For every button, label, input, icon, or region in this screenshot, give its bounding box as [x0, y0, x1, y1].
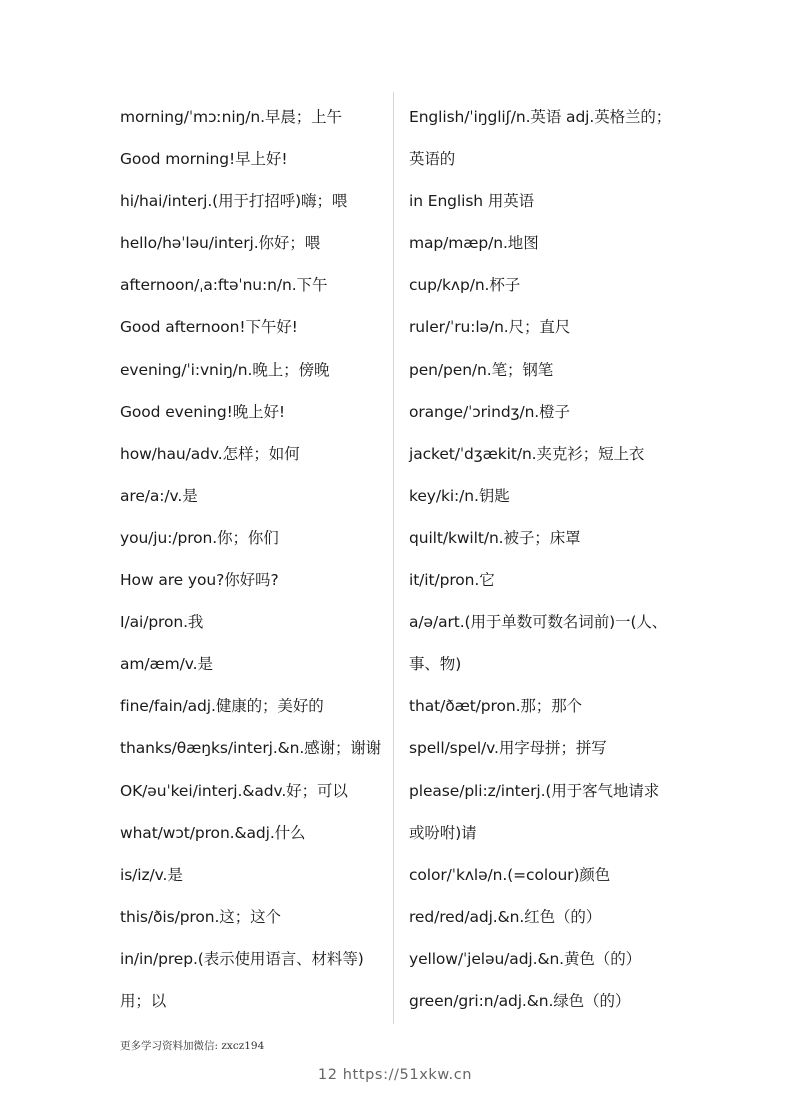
vocab-line: 英语的	[409, 150, 456, 169]
vocab-line: please/pli:z/interj.(用于客气地请求	[409, 781, 660, 800]
vocab-line: red/red/adj.&n.红色（的）	[409, 907, 602, 926]
vocab-line: is/iz/v.是	[120, 865, 183, 884]
vocab-line: Good evening!晚上好!	[120, 402, 286, 421]
vocabulary-column-right	[409, 96, 709, 1022]
vocab-line: fine/fain/adj.健康的；美好的	[120, 697, 324, 716]
vocab-line: thanks/θæŋks/interj.&n.感谢；谢谢	[120, 739, 382, 758]
vocab-line: key/ki:/n.钥匙	[409, 486, 510, 505]
vocab-line: 事、物)	[409, 655, 462, 674]
vocab-line: that/ðæt/pron.那；那个	[409, 697, 583, 716]
vocab-line: quilt/kwilt/n.被子；床罩	[409, 528, 581, 547]
vocab-line: pen/pen/n.笔；钢笔	[409, 360, 554, 379]
vocab-line: what/wɔt/pron.&adj.什么	[120, 823, 306, 842]
vocab-line: ruler/ˈru:lə/n.尺；直尺	[409, 318, 571, 337]
vocab-line: morning/ˈmɔːniŋ/n.早晨；上午	[120, 108, 342, 126]
vocab-line: evening/ˈi:vniŋ/n.晚上；傍晚	[120, 360, 330, 379]
column-divider	[393, 92, 394, 1024]
vocab-line: jacket/ˈdʒækit/n.夹克衫；短上衣	[409, 444, 645, 463]
vocab-line: a/ə/art.(用于单数可数名词前)一(人、	[409, 613, 668, 632]
vocab-line: you/ju:/pron.你；你们	[120, 528, 279, 547]
page-number-footer: 12 https://51xkw.cn	[317, 1067, 473, 1083]
vocab-line: are/a:/v.是	[120, 486, 198, 505]
vocab-line: Good afternoon!下午好!	[120, 318, 298, 337]
vocab-line: cup/kʌp/n.杯子	[409, 276, 521, 295]
vocab-line: map/mæp/n.地图	[409, 234, 539, 253]
vocab-line: color/ˈkʌlə/n.(=colour)颜色	[409, 865, 611, 884]
vocab-line: 用；以	[120, 991, 167, 1010]
vocab-line: this/ðis/pron.这；这个	[120, 907, 281, 926]
footer-contact-note: 更多学习资料加微信: zxcz194	[120, 1040, 265, 1052]
vocab-line: OK/əuˈkei/interj.&adv.好；可以	[120, 781, 348, 800]
vocab-line: 或吩咐)请	[409, 823, 477, 842]
vocab-line: how/hau/adv.怎样；如何	[120, 444, 300, 463]
vocab-line: Good morning!早上好!	[120, 150, 288, 169]
vocab-line: spell/spel/v.用字母拼；拼写	[409, 739, 607, 758]
vocab-line: it/it/pron.它	[409, 571, 495, 590]
vocab-line: green/gri:n/adj.&n.绿色（的）	[409, 991, 631, 1010]
vocab-line: I/ai/pron.我	[120, 613, 204, 632]
vocab-line: hello/həˈləu/interj.你好；喂	[120, 234, 321, 253]
vocab-line: English/ˈiŋgliʃ/n.英语 adj.英格兰的；	[409, 108, 672, 126]
vocab-line: orange/ˈɔrindʒ/n.橙子	[409, 402, 570, 421]
vocab-line: in/in/prep.(表示使用语言、材料等)	[120, 949, 364, 968]
vocab-line: How are you?你好吗?	[120, 571, 279, 590]
vocab-line: hi/hai/interj.(用于打招呼)嗨；喂	[120, 192, 348, 211]
vocab-line: am/æm/v.是	[120, 655, 213, 674]
vocab-line: afternoon/ˌa:ftəˈnu:n/n.下午	[120, 276, 328, 295]
vocabulary-column-left	[120, 96, 382, 1022]
vocab-line: in English 用英语	[409, 192, 535, 211]
vocab-line: yellow/ˈjeləu/adj.&n.黄色（的）	[409, 949, 642, 968]
